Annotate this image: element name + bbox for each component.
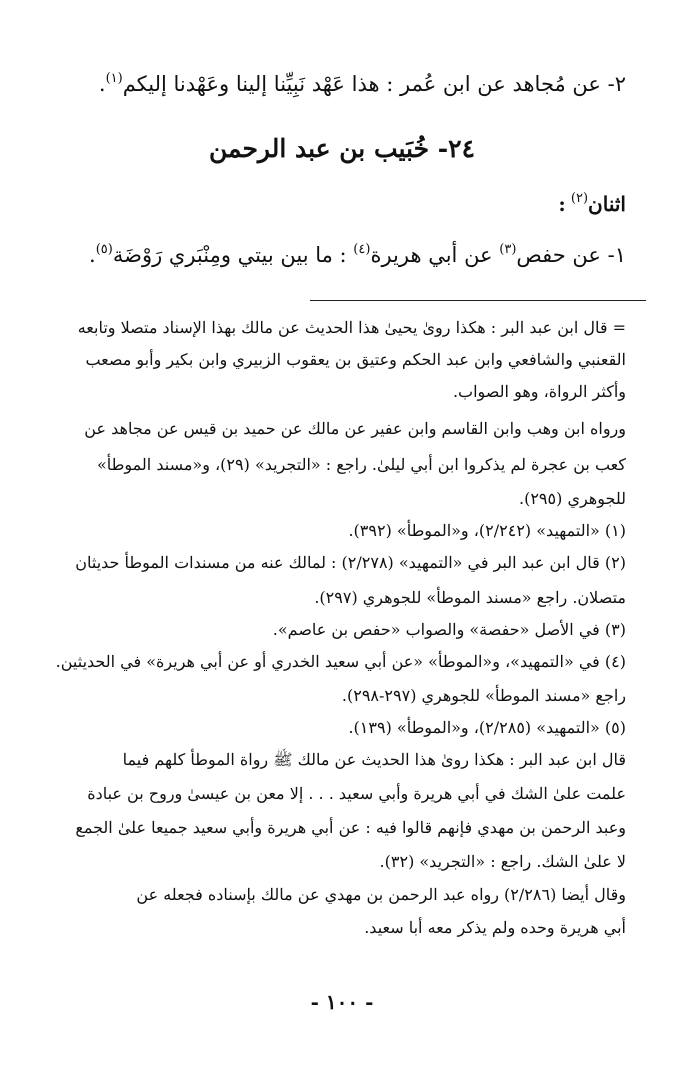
page-number: - ١٠٠ - <box>310 990 374 1014</box>
footnote-line: وعبد الرحمن بن مهدي فإنهم قالوا فيه : عن أبي هريرة وأبي سعيد جميعا علىٰ الجمع <box>75 818 626 837</box>
hadith-2-part-b: عن أبي هريرة <box>370 243 493 267</box>
footnote-line: للجوهري (٢٩٥). <box>519 489 626 508</box>
hadith-line-2 <box>36 243 626 267</box>
footnote-line: راجع «مسند الموطأ» للجوهري (٢٩٧-٢٩٨). <box>341 686 626 705</box>
footnote-line: وأكثر الرواة، وهو الصواب. <box>452 382 626 401</box>
footnote-line: = قال ابن عبد البر : هكذا روىٰ يحيىٰ هذا الحديث عن مالك بهذا الإسناد متصلا وتابعه <box>77 318 626 337</box>
footnote-line: (٥) «التمهيد» (٢/٢٨٥)، و«الموطأ» (١٣٩). <box>348 718 626 737</box>
footnote-ref-3: (٣) <box>499 242 517 257</box>
footnote-line: وقال أيضا (٢/٢٨٦) رواه عبد الرحمن بن مهدي عن مالك بإسناده فجعله عن <box>136 885 626 904</box>
hadith-2-period: . <box>89 243 96 267</box>
footnote-line: متصلان. راجع «مسند الموطأ» للجوهري (٢٩٧). <box>314 588 626 607</box>
count-line <box>36 192 626 216</box>
footnote-ref-5: (٥) <box>95 242 113 257</box>
footnote-line: قال ابن عبد البر : هكذا روىٰ هذا الحديث عن مالك ﷺ رواة الموطأ كلهم فيما <box>122 750 626 769</box>
footnote-ref-4: (٤) <box>353 242 371 257</box>
count-label: اثنان <box>588 192 626 216</box>
section-heading: ٢٤- خُبَيب بن عبد الرحمن <box>208 134 475 163</box>
footnote-line: (٢) قال ابن عبد البر في «التمهيد» (٢/٢٧٨) : لمالك عنه من مسندات الموطأ حديثان <box>75 553 626 572</box>
hadith-2-part-c: : ما بين بيتي ومِنْبَري رَوْضَة <box>112 243 347 267</box>
footnote-line: علمت علىٰ الشك في أبي هريرة وأبي سعيد . . . إلا معن بن عيسىٰ وروح بن عبادة <box>87 784 626 803</box>
footnote-line: أبي هريرة وحده ولم يذكر معه أبا سعيد. <box>364 918 626 937</box>
hadith-1-period: . <box>98 72 106 96</box>
footnote-ref-1: (١) <box>105 71 123 86</box>
footnote-line: (٤) في «التمهيد»، و«الموطأ» «عن أبي سعيد الخدري أو عن أبي هريرة» في الحديثين. <box>55 652 626 671</box>
footnote-ref-2: (٢) <box>570 191 589 206</box>
hadith-line-1 <box>36 72 626 96</box>
footnote-line: ورواه ابن وهب وابن القاسم وابن عفير عن مالك عن حميد بن قيس عن مجاهد عن <box>84 419 626 438</box>
footnote-line: القعنبي والشافعي وابن عبد الحكم وعتيق بن يعقوب الزبيري وابن بكير وأبو مصعب <box>85 350 626 369</box>
footnote-separator <box>310 300 646 301</box>
footnote-line: كعب بن عجرة لم يذكروا ابن أبي ليلىٰ. راجع : «التجريد» (٢٩)، و«مسند الموطأ» <box>97 455 626 474</box>
footnote-line: (١) «التمهيد» (٢/٢٤٢)، و«الموطأ» (٣٩٢). <box>348 521 626 540</box>
footnote-line: (٣) في الأصل «حفصة» والصواب «حفص بن عاصم». <box>272 620 626 639</box>
hadith-2-part-a: ١- عن حفص <box>516 243 626 267</box>
hadith-1-text: ٢- عن مُجاهد عن ابن عُمر : هذا عَهْد نَبِيِّنا إلينا وعَهْدنا إليكم <box>122 72 626 96</box>
count-colon: : <box>558 192 566 216</box>
footnote-line: لا علىٰ الشك. راجع : «التجريد» (٣٢). <box>379 852 626 871</box>
